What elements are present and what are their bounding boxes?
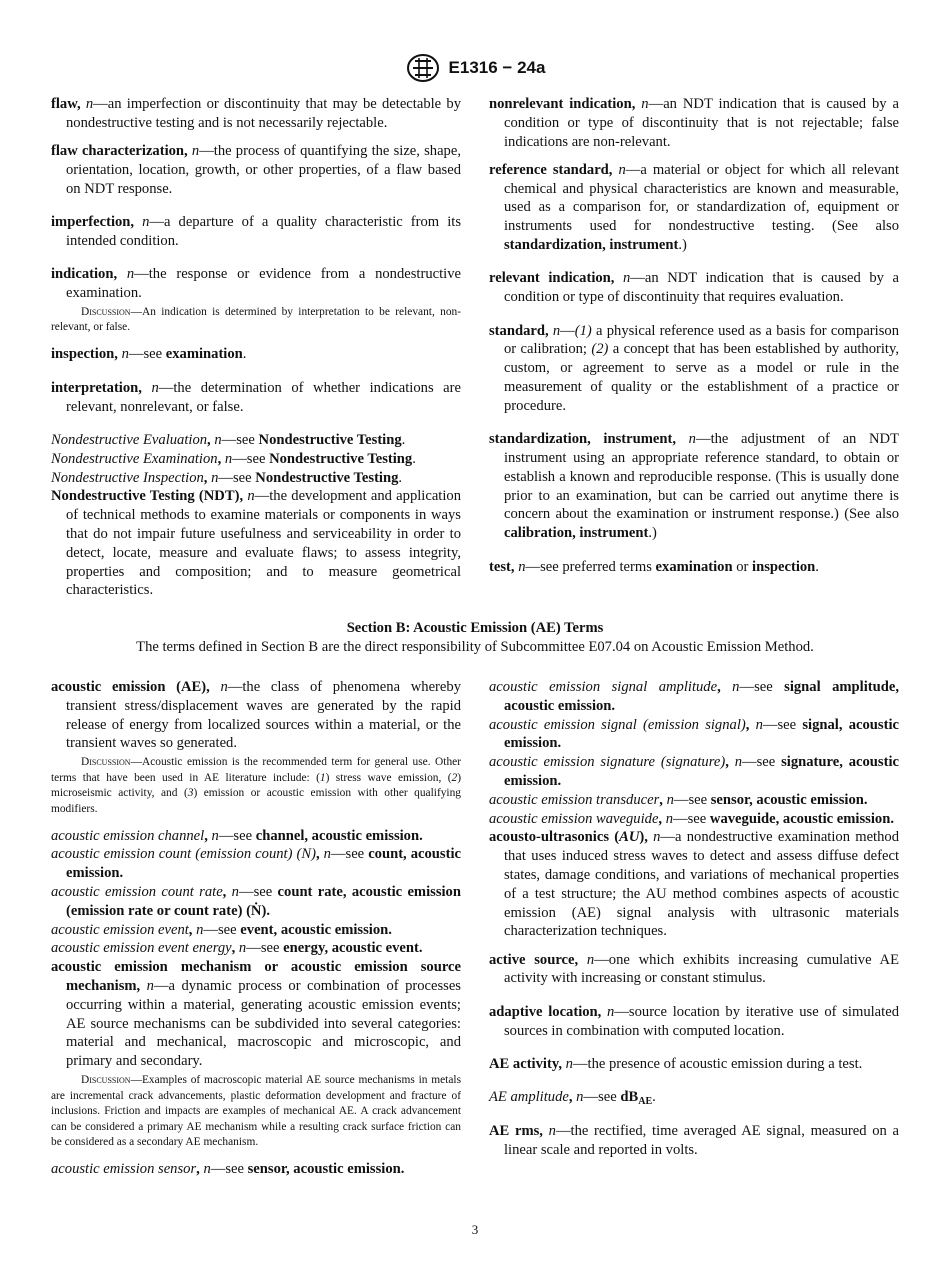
term-inspection: inspection, n—see examination. — [51, 346, 247, 363]
term-ae-amplitude: AE amplitude, n—see $dB_{AE}$. — [489, 1089, 656, 1108]
term-ae-signal: acoustic emission signal (emission signal), n—see signal, acoustic emission. — [489, 716, 899, 752]
term-ae-mechanism: acoustic emission mechanism or acoustic emission source mechanism, n—a dynamic process or combination of processes occurring within a material, generating acoustic emission events; AE source mechanisms can be subdivided into several categories: material and mechanical, macroscopic and microscopic, and primary and secondary. — [51, 959, 461, 1070]
term-adaptive-location: adaptive location, n—source location by iterative use of simulated sources in combination with computed location. — [489, 1003, 899, 1039]
term-acoustic-emission: acoustic emission (AE), n—the class of phenomena whereby transient stress/displacement waves are generated by the rapid release of energy from localized sources within a material, or the transient waves so generated. — [51, 679, 461, 752]
page-number: 3 — [471, 1222, 479, 1237]
column-3 — [51, 678, 461, 1193]
page-header — [0, 52, 950, 84]
section-title: Section B: Acoustic Emission (AE) Terms — [346, 620, 604, 636]
column-2 — [489, 95, 899, 591]
term-ae-count-rate: acoustic emission count rate, n—see count rate, acoustic emission (emission rate or count rate) (Ṅ). — [51, 884, 461, 919]
term-ae-event-energy: acoustic emission event energy, n—see energy, acoustic event. — [51, 940, 423, 957]
term-ae-event: acoustic emission event, n—see event, acoustic emission. — [51, 921, 392, 938]
term-indication: indication, n—the response or evidence from a nondestructive examination. — [51, 266, 461, 302]
term-imperfection: imperfection, n—a departure of a quality characteristic from its intended condition. — [51, 214, 461, 249]
term-nondestructive-examination: Nondestructive Examination, n—see Nondestructive Testing. — [51, 450, 416, 467]
term-nonrelevant-indication: nonrelevant indication, n—an NDT indication that is caused by a condition or type of discontinuity that is not rejectable; false indications are non-relevant. — [489, 96, 899, 150]
term-ae-signal-amplitude: acoustic emission signal amplitude, n—see signal amplitude, acoustic emission. — [489, 679, 899, 714]
term-nondestructive-testing: Nondestructive Testing (NDT), n—the development and application of technical methods to examine materials or components in ways that do not impair future usefulness and serviceability in order to detect, locate, measure and evaluate flaws; to assess integrity, properties and composition; and to measure geometrical characteristics. — [51, 488, 462, 599]
term-ae-sensor: acoustic emission sensor, n—see sensor, acoustic emission. — [51, 1161, 405, 1178]
column-1 — [51, 95, 461, 600]
discussion-indication: Discussion—An indication is determined by interpretation to be relevant, non-relevant, or false. — [51, 305, 461, 334]
term-ae-transducer: acoustic emission transducer, n—see sensor, acoustic emission. — [489, 791, 868, 808]
column-4 — [489, 678, 899, 1174]
term-relevant-indication: relevant indication, n—an NDT indication that is caused by a condition or type of discontinuity that requires evaluation. — [489, 270, 899, 306]
discussion-acoustic-emission: Discussion—Acoustic emission is the recommended term for general use. Other terms that have been used in AE literature include: (1) stress wave emission, (2) microseismic activity, and (3) emission or acoustic emission with other qualifying modifiers. — [51, 756, 462, 815]
term-ae-signature: acoustic emission signature (signature), n—see signature, acoustic emission. — [489, 754, 899, 789]
term-ae-waveguide: acoustic emission waveguide, n—see waveguide, acoustic emission. — [489, 810, 894, 827]
term-flaw: flaw, n—an imperfection or discontinuity that may be detectable by nondestructive testing and is not necessarily rejectable. — [51, 96, 461, 131]
term-standardization-instrument: standardization, instrument, n—the adjustment of an NDT instrument using an appropriate reference standard, to obtain or establish a known and reproducible response. (This is usually done prior to an examination, but can be carried out anytime there is concern about the examination or instrument response.) (See also calibration, instrument.) — [489, 431, 900, 542]
section-b-heading — [50, 619, 900, 657]
term-test: test, n—see preferred terms examination or inspection. — [489, 558, 819, 575]
term-nondestructive-evaluation: Nondestructive Evaluation, n—see Nondestructive Testing. — [51, 431, 406, 448]
standard-designation: E1316 − 24a — [448, 58, 546, 77]
term-interpretation: interpretation, n—the determination of whether indications are relevant, nonrelevant, or false. — [51, 379, 461, 415]
term-ae-channel: acoustic emission channel, n—see channel, acoustic emission. — [51, 827, 423, 844]
term-reference-standard: reference standard, n—a material or object for which all relevant chemical and physical characteristics are known and measurable, used as a comparison for, or standardization of, equipment or instruments used for nondestructive testing. (See also standardization, instrument.) — [489, 161, 899, 254]
term-flaw-characterization: flaw characterization, n—the process of quantifying the size, shape, orientation, location, growth, or other properties, of a flaw based on NDT response. — [51, 143, 461, 197]
term-standard: standard, n—(1) a physical reference used as a basis for comparison or calibration; (2) a concept that has been established by authority, custom, or agreement to serve as a model or rule in the measurement of quality or the establishment of a practice or procedure. — [489, 322, 899, 414]
astm-logo-icon — [405, 52, 441, 84]
discussion-ae-mechanism: Discussion—Examples of macroscopic material AE source mechanisms in metals are incremental crack advancements, plastic deformation development and fracture of inclusions. Friction and impacts are examples of mechanical AE. A crack advancement can be considered a primary AE mechanism while a resulting crack surface friction can be considered as a secondary AE mechanism. — [51, 1074, 461, 1149]
term-acousto-ultrasonics: acousto-ultrasonics (AU), n—a nondestructive examination method that uses induced stress waves to detect and assess diffuse defect states, damage conditions, and variations of mechanical properties of a test structure; the AU method combines aspects of acoustic emission (AE) signal analysis with ultrasonic materials characterization techniques. — [489, 829, 899, 940]
term-ae-rms: AE rms, n—the rectified, time averaged AE signal, measured on a linear scale and reported in volts. — [489, 1122, 899, 1158]
section-subtitle: The terms defined in Section B are the direct responsibility of Subcommittee E07.04 on Acoustic Emission Method. — [136, 639, 814, 655]
term-nondestructive-inspection: Nondestructive Inspection, n—see Nondestructive Testing. — [51, 469, 403, 486]
term-active-source: active source, n—one which exhibits increasing cumulative AE activity with increasing or constant stimulus. — [489, 951, 899, 987]
term-ae-count: acoustic emission count (emission count) (N), n—see count, acoustic emission. — [51, 846, 461, 882]
term-ae-activity: AE activity, n—the presence of acoustic emission during a test. — [489, 1056, 863, 1073]
